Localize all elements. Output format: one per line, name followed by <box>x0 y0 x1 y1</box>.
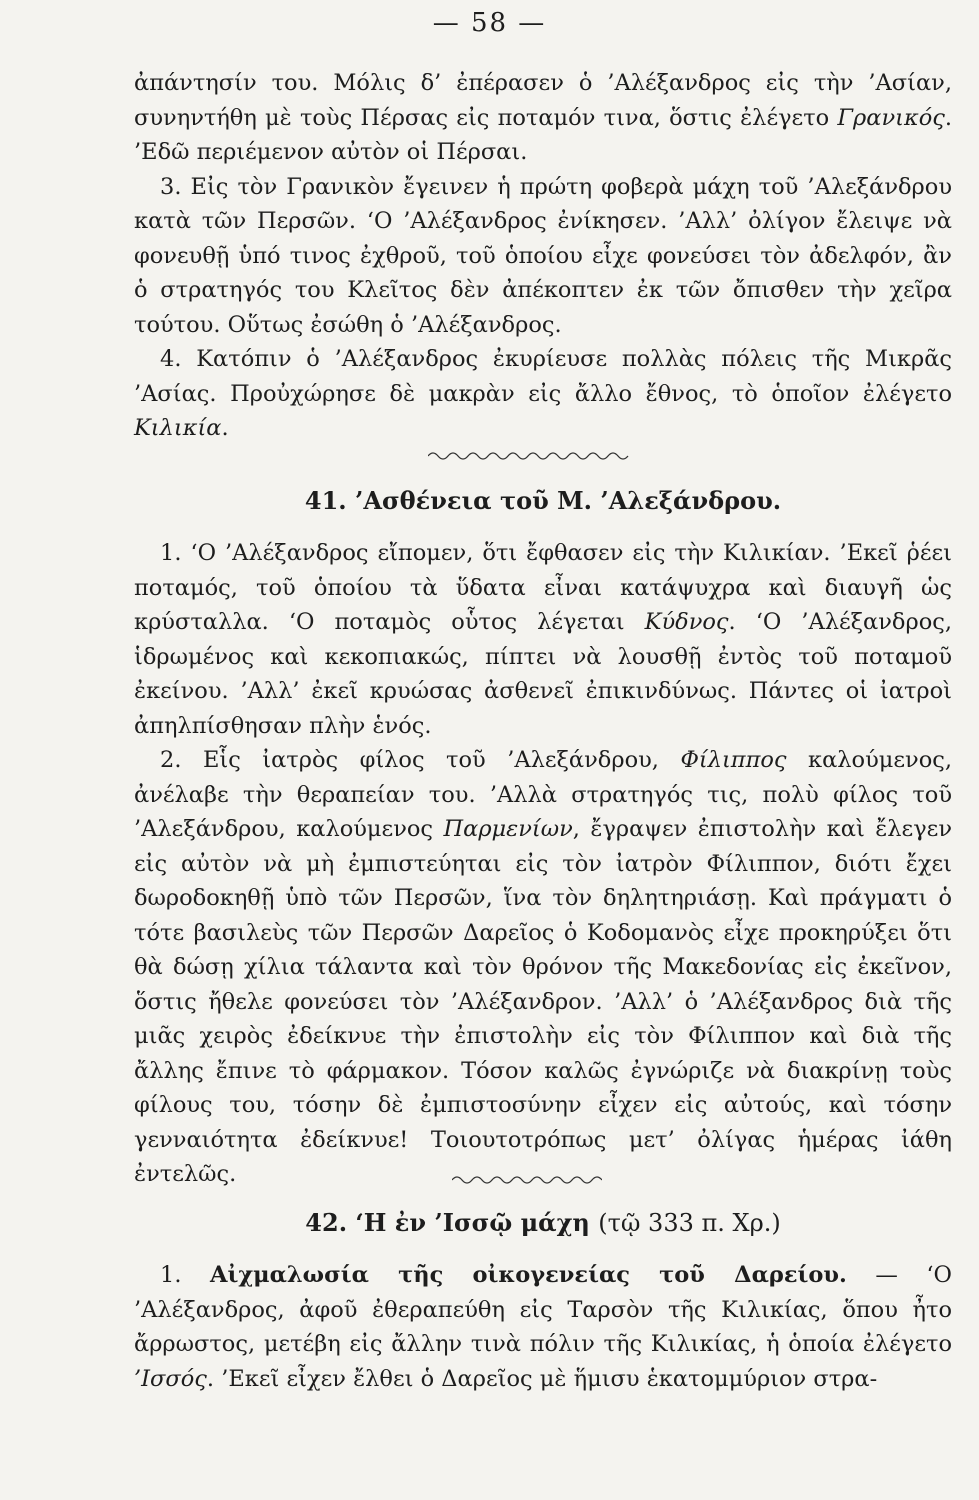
paragraph-number: 1. <box>160 1262 182 1288</box>
paragraph-text: — ‘Ο ’Αλέξανδρος, ἀφοῦ ἐθεραπεύθη εἰς Ταρσὸν τῆς Κιλικίας, ὅπου ἦτο ἄρρωστος, μετέβη εἰς ἄλλην τινὰ πόλιν τῆς Κιλικίας, ἡ ὁποία ἐλέγετο <box>134 1262 952 1357</box>
paragraph-text: 2. Εἷς ἰατρὸς φίλος τοῦ ’Αλεξάνδρου, <box>160 747 659 773</box>
italic-term: Κιλικία <box>134 415 222 441</box>
paragraph <box>134 342 952 446</box>
text-block-section-41 <box>134 536 952 1192</box>
section-heading: 41. ’Ασθένεια τοῦ Μ. ’Αλεξάνδρου. <box>304 486 782 515</box>
paragraph-text: . ’Εκεῖ εἶχεν ἔλθει ὁ Δαρεῖος μὲ ἥμισυ ἑκατομμύριον στρα- <box>206 1365 878 1392</box>
paragraph-text: . ‘Ο ’Αλέξανδρος, ἱδρωμένος καὶ κεκοπιακώς, πίπτει νὰ λουσθῇ ἐντὸς τοῦ ποταμοῦ ἐκείνου. ’Αλλ’ ἐκεῖ κρυώσας ἀσθενεῖ ἐπικινδύνως. Πάντες οἱ ἰατροὶ ἀπηλπίσθησαν πλὴν ἑνός. <box>134 609 953 739</box>
italic-term: Γρανικός <box>837 104 945 131</box>
paragraph-text: καλούμενος, ἀνέλαβε τὴν θεραπείαν του. ’Αλλὰ στρατηγός τις, πολὺ φίλος τοῦ ’Αλεξάνδρου, καλούμενος <box>134 747 952 842</box>
italic-term: Φίλιππος <box>680 747 787 773</box>
section-heading <box>134 1208 952 1237</box>
section-heading-date: (τῷ 333 π. Χρ.) <box>598 1209 781 1237</box>
wavy-separator-icon <box>428 448 630 464</box>
text-block-continuation <box>134 66 952 446</box>
paragraph: 3. Εἰς τὸν Γρανικὸν ἔγεινεν ἡ πρώτη φοβερὰ μάχη τοῦ ’Αλεξάνδρου κατὰ τῶν Περσῶν. ‘Ο ’Αλέξανδρος ἐνίκησεν. ’Αλλ’ ὀλίγον ἔλειψε νὰ φονευθῇ ὑπό τινος ἐχθροῦ, τοῦ ὁποίου εἶχε φονεύσει τὸν ἀδελφόν, ἂν ὁ στρατηγός του Κλεῖτος δὲν ἀπέκοπτεν ἐκ τῶν ὄπισθεν τὴν χεῖρα τούτου. Οὕτως ἐσώθη ὁ ’Αλέξανδρος. <box>134 173 952 338</box>
paragraph-title: Αἰχμαλωσία τῆς οἰκογενείας τοῦ Δαρείου. <box>209 1262 847 1288</box>
paragraph-text: 1. ‘Ο ’Αλέξανδρος εἴπομεν, ὅτι ἔφθασεν εἰς τὴν Κιλικίαν. ’Εκεῖ ῥέει ποταμός, τοῦ ὁποίου τὰ ὕδατα εἶναι κατάψυχρα καὶ διαυγῆ ὡς κρύσταλλα. ‘Ο ποταμὸς οὗτος λέγεται <box>134 540 952 635</box>
italic-term: Παρμενίων <box>443 816 573 842</box>
paragraph <box>134 743 952 1192</box>
page-number: — 58 — <box>432 8 547 38</box>
paragraph-text: . ’Εδῶ περιέμενον αὐτὸν οἱ Πέρσαι. <box>134 104 953 165</box>
paragraph-text: , ἔγραψεν ἐπιστολὴν καὶ ἔλεγεν εἰς αὐτὸν νὰ μὴ ἐμπιστεύηται εἰς τὸν ἰατρὸν Φίλιππον, διότι ἔχει δωροδοκηθῇ ὑπὸ τῶν Περσῶν, ἵνα τὸν δηλητηριάσῃ. Καὶ πράγματι ὁ τότε βασιλεὺς τῶν Περσῶν Δαρεῖος ὁ Κοδομανὸς εἶχε προκηρύξει ὅτι θὰ δώσῃ χίλια τάλαντα καὶ τὸν θρόνον τῆς Μακεδονίας εἰς ἐκεῖνον, ὅστις ἤθελε φονεύσει τὸν ’Αλέξανδρον. ’Αλλ’ ὁ ’Αλέξανδρος διὰ τῆς μιᾶς χειρὸς ἐδείκνυε τὴν ἐπιστολὴν εἰς τὸν Φίλιππον καὶ διὰ τῆς ἄλλης ἔπινε τὸ φάρμακον. Τόσον καλῶς ἐγνώριζε νὰ διακρίνῃ τοὺς φίλους του, τόσην δὲ ἐμπιστοσύνην εἶχεν εἰς αὐτούς, καὶ τόσην γενναιότητα ἐδείκνυε! Τοιουτοτρόπως μετ’ ὀλίγας ἡμέρας ἰάθη ἐντελῶς. <box>134 816 952 1187</box>
text-block-section-42 <box>134 1258 952 1396</box>
section-heading-title: 42. ‘Η ἐν ’Ισσῷ μάχη <box>305 1208 590 1237</box>
paragraph-text: ἀπάντησίν του. Μόλις δ’ ἐπέρασεν ὁ ’Αλέξανδρος εἰς τὴν ’Ασίαν, συνηντήθη μὲ τοὺς Πέρσας εἰς ποταμόν τινα, ὅστις ἐλέγετο <box>134 70 952 131</box>
paragraph <box>134 1258 952 1396</box>
italic-term: ’Ισσός <box>134 1365 207 1392</box>
italic-term: Κύδνος <box>644 609 729 635</box>
paragraph <box>134 536 952 743</box>
wavy-separator-icon <box>452 1172 602 1188</box>
paragraph-text: . <box>221 415 229 441</box>
paragraph-text: 4. Κατόπιν ὁ ’Αλέξανδρος ἐκυρίευσε πολλὰς πόλεις τῆς Μικρᾶς ’Ασίας. Προὐχώρησε δὲ μακρὰν εἰς ἄλλο ἔθνος, τὸ ὁποῖον ἐλέγετο <box>134 346 952 407</box>
paragraph <box>134 66 952 170</box>
